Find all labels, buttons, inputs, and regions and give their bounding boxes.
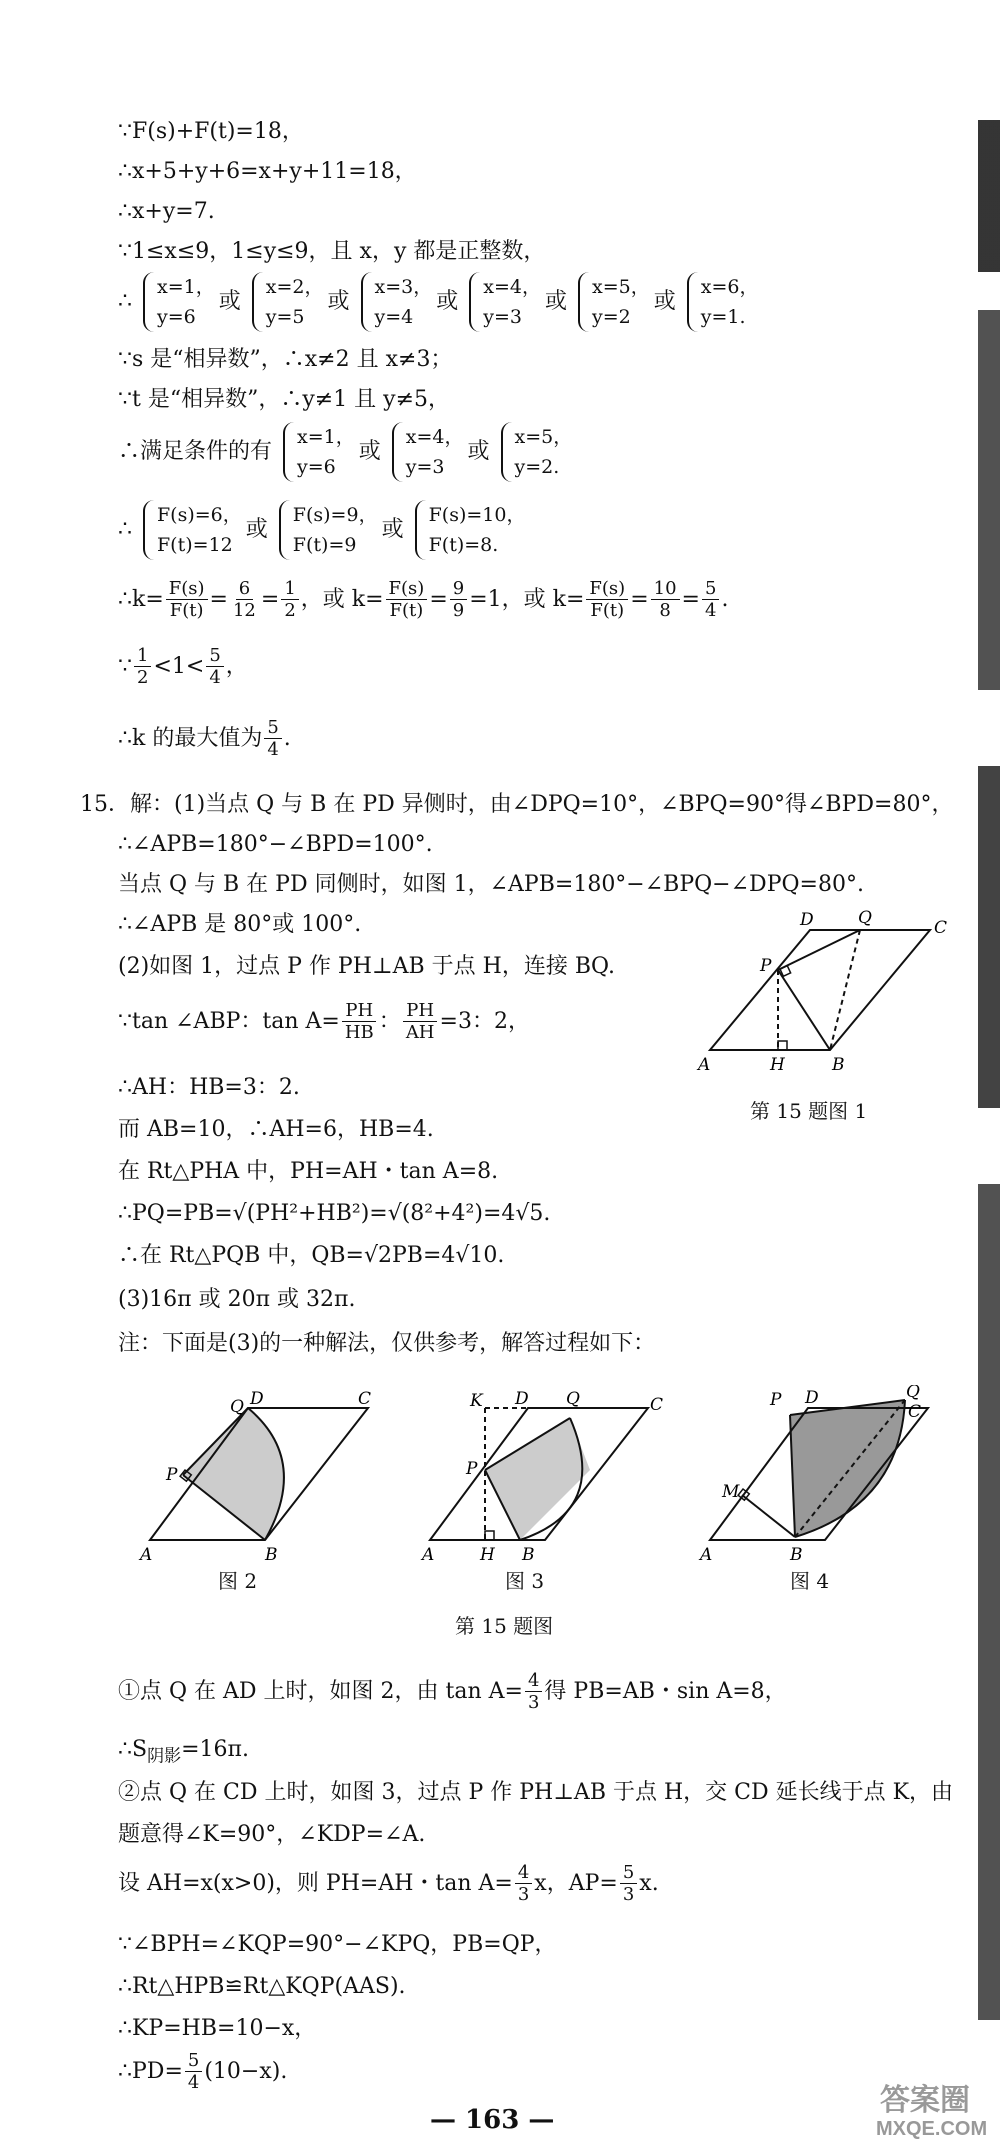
line-9: ∴ F(s)=6， F(t)=12 或 F(s)=9， F(t)=9 或 F(s)=10， F(t)=8. [118, 500, 529, 560]
therefore: ∴ [118, 289, 132, 314]
system-5: x=5， y=2 [578, 272, 650, 332]
system-b: x=4， y=3 [392, 422, 464, 482]
label-q: Q [858, 908, 872, 928]
svg-text:Q: Q [566, 1390, 580, 1409]
line-6: ∵s 是“相异数”，∴x≠2 且 x≠3； [118, 347, 453, 372]
figure-1-caption: 第 15 题图 1 [750, 1099, 868, 1123]
svg-text:D: D [805, 1388, 819, 1408]
figure-2-caption: 图 2 [218, 1569, 258, 1593]
line-19: ∴AH：HB=3：2. [118, 1075, 300, 1100]
line-10: ∴k= $\frac{F(s)}{F(t)}$ = $\frac{6}{12}$ = $\frac{1}{2}$ ，或 k= $\frac{F(s)}{F(t)}$ = $\frac{9}{9}$ =1，或 k= $\frac{F(s)}{F(t)}$ = $\frac{10}{8}$ = $\frac{5}{4}$ . [118, 578, 729, 621]
line-27: $\therefore S_{阴影}=16\pi$. [118, 1737, 249, 1767]
svg-text:Q: Q [230, 1397, 244, 1417]
line-17: (2)如图 1，过点 P 作 PH⊥AB 于点 H，连接 BQ. [118, 954, 615, 979]
svg-text:B: B [522, 1545, 535, 1565]
line-24: (3)16π 或 20π 或 32π. [118, 1287, 356, 1312]
figure-3-caption: 图 3 [505, 1569, 545, 1593]
line-32: ∴Rt△HPB≌Rt△KQP(AAS). [118, 1974, 406, 1999]
line-30: 设 AH=x(x>0)，则 PH=AH・tan A= $\frac{4}{3}$ x，AP= $\frac{5}{3}$ x. [118, 1862, 659, 1905]
segment-pb [778, 970, 830, 1050]
svg-text:C: C [650, 1395, 664, 1415]
label-c: C [934, 918, 948, 938]
system-f2: F(s)=9， F(t)=9 [279, 500, 378, 560]
svg-text:C: C [358, 1390, 372, 1409]
svg-text:Q: Q [906, 1385, 920, 1402]
line-28: ②点 Q 在 CD 上时，如图 3，过点 P 作 PH⊥AB 于点 H，交 CD 延长线于点 K，由 [118, 1780, 954, 1805]
line-26: ①点 Q 在 AD 上时，如图 2，由 tan A= $\frac{4}{3}$ 得 PB=AB・sin A=8， [118, 1670, 787, 1713]
label-a: A [698, 1055, 711, 1075]
svg-text:C: C [908, 1402, 922, 1422]
segment-pq [778, 930, 860, 970]
line-25: 注：下面是(3)的一种解法，仅供参考，解答过程如下： [118, 1331, 656, 1356]
figure-4-caption: 图 4 [790, 1569, 830, 1593]
line-20: 而 AB=10，∴AH=6，HB=4. [118, 1117, 434, 1142]
line-22: ∴PQ=PB=√(PH²+HB²)=√(8²+4²)=4√5. [118, 1201, 551, 1226]
figure-3 [410, 1390, 670, 1565]
system-6: x=6， y=1. [687, 272, 759, 332]
line-11: ∵ $\frac{1}{2}$ <1< $\frac{5}{4}$ ， [118, 645, 248, 688]
system-a: x=1， y=6 [283, 422, 355, 482]
line-2: ∴x+5+y+6=x+y+11=18， [118, 159, 417, 184]
line-8: ∴满足条件的有 x=1， y=6 或 x=4， y=3 或 x=5， y=2. [118, 422, 576, 482]
label-p: P [760, 956, 772, 976]
line-33: ∴KP=HB=10−x， [118, 2016, 317, 2041]
line-12: ∴k 的最大值为 $\frac{5}{4}$ . [118, 717, 291, 760]
line-7: ∵t 是“相异数”，∴y≠1 且 y≠5， [118, 387, 451, 412]
line-29: 题意得∠K=90°，∠KDP=∠A. [118, 1822, 426, 1847]
figure-4 [690, 1385, 960, 1565]
line-14: ∴∠APB=180°−∠BPD=100°. [118, 832, 433, 857]
line-3: ∴x+y=7. [118, 199, 215, 224]
line-16: ∴∠APB 是 80°或 100°. [118, 912, 362, 937]
svg-text:B: B [790, 1545, 803, 1565]
svg-text:P: P [770, 1390, 782, 1410]
line-18: ∵tan ∠ABP：tan A= $\frac{PH}{HB}$ ： $\frac{PH}{AH}$ =3：2， [118, 1000, 530, 1043]
label-d: D [800, 910, 814, 930]
svg-text:A: A [700, 1545, 713, 1565]
line-5: ∴ x=1， y=6 或 x=2， y=5 或 x=3， y=4 或 x=4， y=3 或 x=5， y=2 或 x=6， y=1. [118, 272, 762, 332]
system-f1: F(s)=6， F(t)=12 [143, 500, 242, 560]
figure-2 [130, 1390, 390, 1565]
line-4: ∵1≤x≤9，1≤y≤9，且 x，y 都是正整数， [118, 239, 546, 264]
svg-text:H: H [480, 1545, 495, 1565]
svg-text:A: A [140, 1545, 153, 1565]
system-f3: F(s)=10， F(t)=8. [415, 500, 526, 560]
watermark-url: MXQE.COM [876, 2118, 988, 2140]
parallelogram [710, 930, 930, 1050]
system-c: x=5， y=2. [501, 422, 573, 482]
line-31: ∵∠BPH=∠KQP=90°−∠KPQ，PB=QP， [118, 1932, 557, 1957]
system-1: x=1， y=6 [143, 272, 215, 332]
system-3: x=3， y=4 [361, 272, 433, 332]
system-4: x=4， y=3 [469, 272, 541, 332]
svg-text:P: P [466, 1459, 478, 1479]
svg-text:P: P [166, 1465, 178, 1485]
svg-text:M: M [722, 1482, 740, 1502]
svg-text:K: K [470, 1391, 483, 1411]
svg-text:D: D [250, 1390, 264, 1409]
figure-group-caption: 第 15 题图 [455, 1614, 554, 1638]
line-15: 当点 Q 与 B 在 PD 同侧时，如图 1，∠APB=180°−∠BPQ−∠DPQ=80°. [118, 872, 864, 897]
line-21: 在 Rt△PHA 中，PH=AH・tan A=8. [118, 1159, 499, 1184]
line-34: ∴PD= $\frac{5}{4}$ (10−x). [118, 2050, 288, 2093]
page-number: — 163 — [430, 2105, 555, 2135]
line-13: 15．解：(1)当点 Q 与 B 在 PD 异侧时，由∠DPQ=10°，∠BPQ=90°得∠BPD=80°， [80, 792, 954, 817]
svg-text:A: A [422, 1545, 435, 1565]
system-2: x=2， y=5 [252, 272, 324, 332]
label-b: B [832, 1055, 845, 1075]
svg-text:D: D [515, 1390, 529, 1409]
binding-edge [978, 120, 1000, 2020]
svg-text:B: B [265, 1545, 278, 1565]
line-23: ∴在 Rt△PQB 中，QB=√2PB=4√10. [118, 1243, 505, 1268]
line-1: ∵F(s)+F(t)=18， [118, 119, 304, 144]
watermark-logo: 答案圈 [880, 2084, 970, 2117]
label-h: H [770, 1055, 785, 1075]
figure-1 [690, 905, 950, 1105]
